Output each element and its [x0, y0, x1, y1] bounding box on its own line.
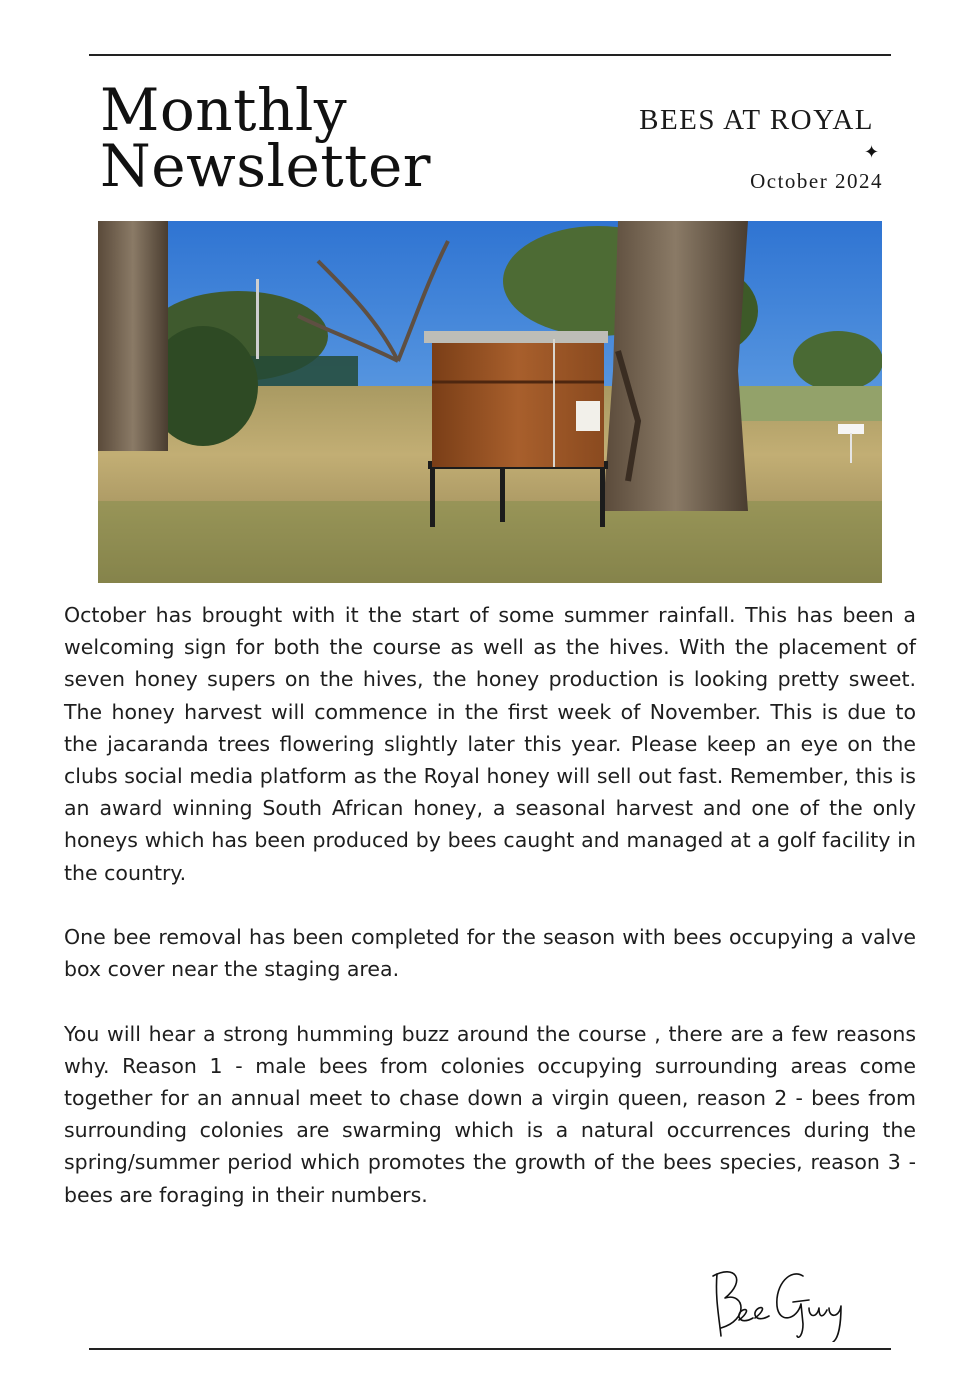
beehive-photo — [98, 221, 882, 583]
article-paragraph-2: One bee removal has been completed for the season with bees occupying a valve box cover near the staging area. — [64, 925, 916, 982]
organization-name: BEES AT ROYAL — [639, 104, 874, 136]
title-line-2: Newsletter — [100, 132, 432, 200]
four-point-star-icon: ✦ — [864, 142, 880, 163]
page-title — [100, 76, 432, 200]
article-paragraph-3: You will hear a strong humming buzz around the course , there are a few reasons why. Reason 1 - male bees from colonies occupying surrounding areas come together for an annual meet to chase down a virgin queen, reason 2 - bees from surrounding colonies are swarming which is a natural occurrences during the spring/summer period which promotes the growth of the bees species, reason 3 - bees are foraging in their numbers. — [64, 1021, 916, 1207]
top-divider — [89, 54, 891, 56]
article-body — [64, 599, 916, 1243]
issue-date: October 2024 — [750, 169, 883, 193]
article-paragraph-1: October has brought with it the start of some summer rainfall. This has been a welcoming sign for both the course as well as the hives. With the placement of seven honey supers on the hives, the honey production is looking pretty sweet. The honey harvest will commence in the first week of November. This is due to the jacaranda trees flowering slightly later this year. Please keep an eye on the clubs social media platform as the Royal honey will sell out fast. Remember, this is an award winning South African honey, a seasonal harvest and one of the only honeys which has been produced by bees caught and managed at a golf facility in the country. — [64, 603, 916, 885]
bottom-divider — [89, 1348, 891, 1350]
title-line-1: Monthly — [100, 76, 348, 144]
handwritten-signature — [705, 1262, 855, 1342]
